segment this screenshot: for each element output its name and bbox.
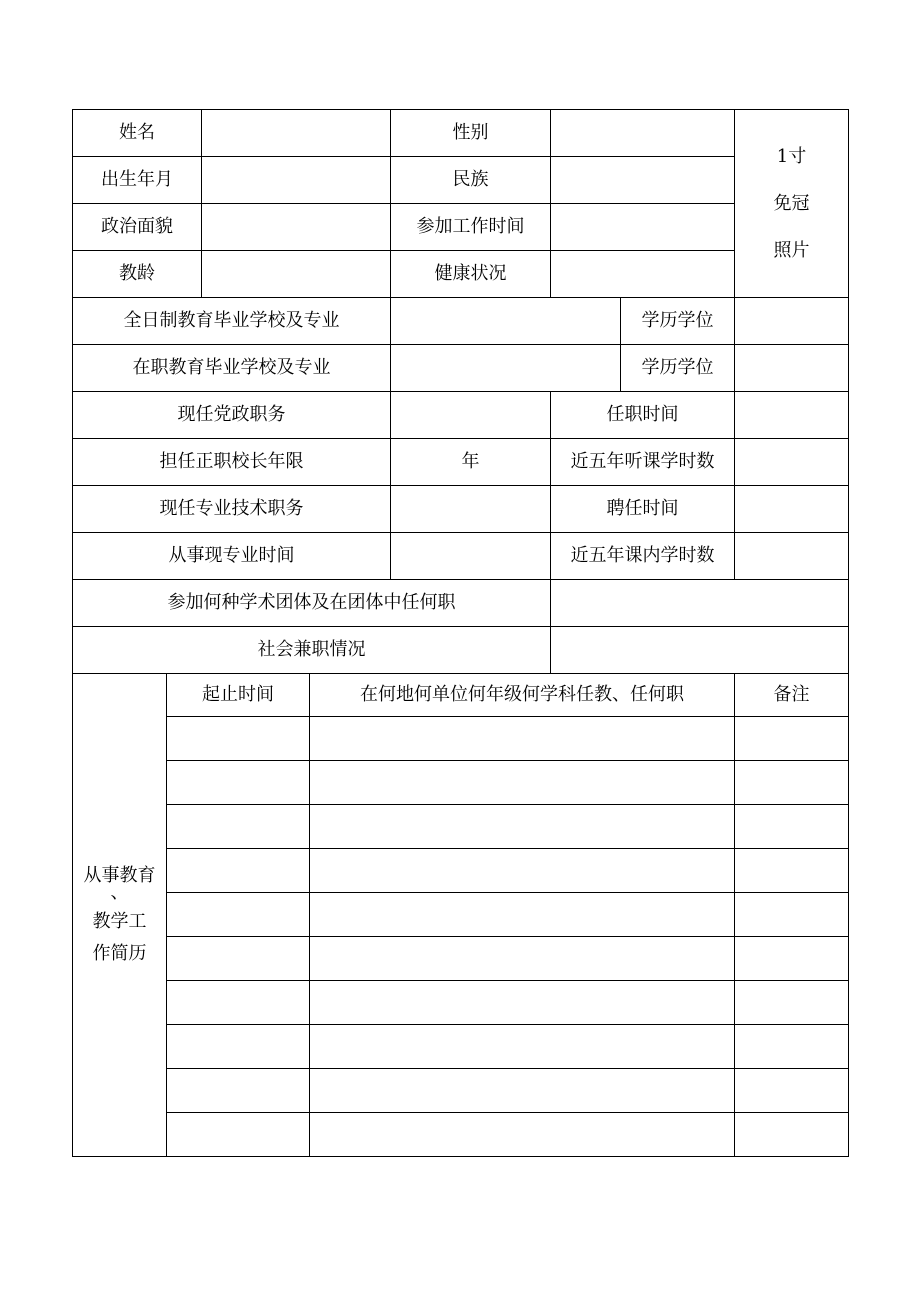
teacher-info-form	[72, 109, 849, 1157]
row-fulltime-edu	[73, 298, 849, 345]
history-period-cell[interactable]	[167, 849, 310, 893]
history-detail-cell[interactable]	[310, 1069, 735, 1113]
history-row	[73, 937, 849, 981]
fulltime-edu-field[interactable]	[391, 298, 621, 345]
row-specialty-time	[73, 533, 849, 580]
principal-years-field[interactable]: 年	[391, 439, 551, 486]
history-period-cell[interactable]	[167, 805, 310, 849]
history-row	[73, 717, 849, 761]
birth-label: 出生年月	[73, 157, 202, 204]
principal-years-label: 担任正职校长年限	[73, 439, 391, 486]
row-inservice-edu	[73, 345, 849, 392]
history-detail-cell[interactable]	[310, 981, 735, 1025]
history-detail-cell[interactable]	[310, 1025, 735, 1069]
history-row	[73, 893, 849, 937]
appoint-time-field[interactable]	[735, 392, 849, 439]
academic-group-label: 参加何种学术团体及在团体中任何职	[73, 580, 551, 627]
history-row	[73, 761, 849, 805]
photo-text: 照片	[773, 240, 810, 261]
row-social-post	[73, 627, 849, 674]
history-detail-cell[interactable]	[310, 849, 735, 893]
inservice-edu-label: 在职教育毕业学校及专业	[73, 345, 391, 392]
row-tech-post	[73, 486, 849, 533]
history-remark-cell[interactable]	[735, 1113, 849, 1157]
work-start-label: 参加工作时间	[391, 204, 551, 251]
name-field[interactable]	[202, 110, 391, 157]
health-field[interactable]	[551, 251, 735, 298]
detail-column-header: 在何地何单位何年级何学科任教、任何职	[310, 674, 735, 717]
history-detail-cell[interactable]	[310, 805, 735, 849]
photo-placeholder[interactable]	[735, 110, 849, 298]
photo-size-text: 1寸	[776, 146, 807, 167]
row-teaching-years	[73, 251, 849, 298]
specialty-time-label: 从事现专业时间	[73, 533, 391, 580]
history-remark-cell[interactable]	[735, 981, 849, 1025]
class-hours-field[interactable]	[735, 533, 849, 580]
work-start-field[interactable]	[551, 204, 735, 251]
history-remark-cell[interactable]	[735, 1025, 849, 1069]
inservice-edu-field[interactable]	[391, 345, 621, 392]
row-academic-group	[73, 580, 849, 627]
party-post-label: 现任党政职务	[73, 392, 391, 439]
inservice-degree-field[interactable]	[735, 345, 849, 392]
history-header-row	[73, 674, 849, 717]
tech-post-label: 现任专业技术职务	[73, 486, 391, 533]
history-period-cell[interactable]	[167, 937, 310, 981]
history-remark-cell[interactable]	[735, 849, 849, 893]
academic-group-field[interactable]	[551, 580, 849, 627]
row-party-post	[73, 392, 849, 439]
history-period-cell[interactable]	[167, 1025, 310, 1069]
history-row	[73, 849, 849, 893]
party-post-field[interactable]	[391, 392, 551, 439]
specialty-time-field[interactable]	[391, 533, 551, 580]
history-section-label	[73, 674, 167, 1157]
row-name	[73, 110, 849, 157]
history-remark-cell[interactable]	[735, 1069, 849, 1113]
name-label: 姓名	[73, 110, 202, 157]
history-detail-cell[interactable]	[310, 1113, 735, 1157]
health-label: 健康状况	[391, 251, 551, 298]
history-row	[73, 805, 849, 849]
social-post-field[interactable]	[551, 627, 849, 674]
history-period-cell[interactable]	[167, 717, 310, 761]
history-remark-cell[interactable]	[735, 893, 849, 937]
history-period-cell[interactable]	[167, 761, 310, 805]
history-period-cell[interactable]	[167, 981, 310, 1025]
period-column-header: 起止时间	[167, 674, 310, 717]
hire-time-label: 聘任时间	[551, 486, 735, 533]
birth-field[interactable]	[202, 157, 391, 204]
appoint-time-label: 任职时间	[551, 392, 735, 439]
inservice-degree-label: 学历学位	[621, 345, 735, 392]
social-post-label: 社会兼职情况	[73, 627, 551, 674]
history-remark-cell[interactable]	[735, 717, 849, 761]
history-remark-cell[interactable]	[735, 937, 849, 981]
gender-label: 性别	[391, 110, 551, 157]
history-detail-cell[interactable]	[310, 717, 735, 761]
history-label-line4: 作简历	[92, 943, 147, 964]
ethnicity-field[interactable]	[551, 157, 735, 204]
fulltime-degree-field[interactable]	[735, 298, 849, 345]
tech-post-field[interactable]	[391, 486, 551, 533]
class-hours-label: 近五年课内学时数	[551, 533, 735, 580]
political-field[interactable]	[202, 204, 391, 251]
history-label-line2: 、	[110, 882, 129, 903]
gender-field[interactable]	[551, 110, 735, 157]
ethnicity-label: 民族	[391, 157, 551, 204]
history-remark-cell[interactable]	[735, 805, 849, 849]
lecture-hours-label: 近五年听课学时数	[551, 439, 735, 486]
lecture-hours-field[interactable]	[735, 439, 849, 486]
history-label-line1: 从事教育	[83, 865, 156, 886]
history-remark-cell[interactable]	[735, 761, 849, 805]
fulltime-degree-label: 学历学位	[621, 298, 735, 345]
teaching-years-field[interactable]	[202, 251, 391, 298]
row-political	[73, 204, 849, 251]
history-period-cell[interactable]	[167, 893, 310, 937]
history-period-cell[interactable]	[167, 1069, 310, 1113]
history-row	[73, 1069, 849, 1113]
history-period-cell[interactable]	[167, 1113, 310, 1157]
history-label-line3: 教学工	[92, 911, 147, 932]
political-label: 政治面貌	[73, 204, 202, 251]
history-detail-cell[interactable]	[310, 893, 735, 937]
teaching-years-label: 教龄	[73, 251, 202, 298]
row-principal-years	[73, 439, 849, 486]
history-detail-cell[interactable]	[310, 937, 735, 981]
history-row	[73, 981, 849, 1025]
history-detail-cell[interactable]	[310, 761, 735, 805]
row-birth	[73, 157, 849, 204]
fulltime-edu-label: 全日制教育毕业学校及专业	[73, 298, 391, 345]
photo-nohat-text: 免冠	[773, 193, 810, 214]
history-row	[73, 1113, 849, 1157]
history-row	[73, 1025, 849, 1069]
remark-column-header: 备注	[735, 674, 849, 717]
hire-time-field[interactable]	[735, 486, 849, 533]
